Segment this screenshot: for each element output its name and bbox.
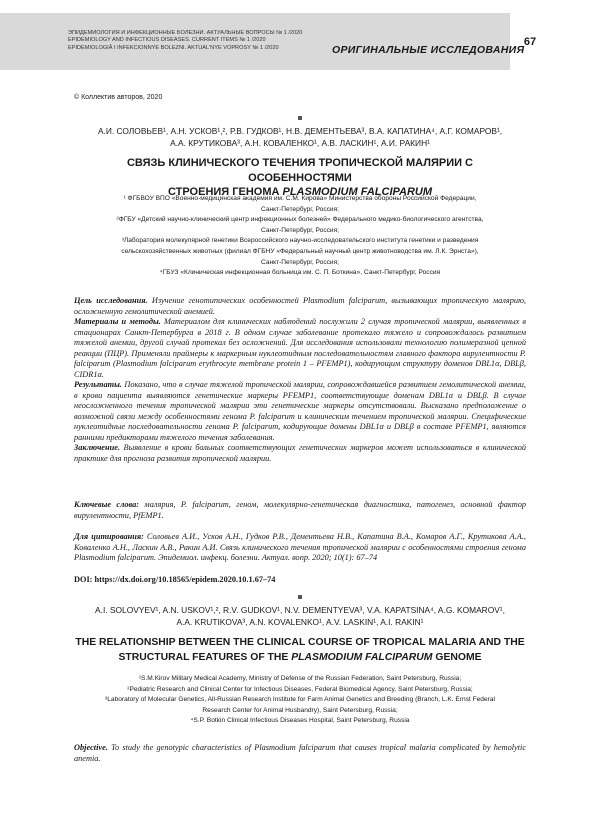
abstract-methods	[74, 317, 526, 380]
affiliations-en	[74, 674, 526, 727]
abstract-methods-text: Материалом для клинических наблюдений послужили 2 случая тропической малярии, выявленных в стационарах Санкт-Петербурга в 2018 г. В одном случае заболевание протекало тяжело и сопровождалось развитием тяжелой анемии, другой случай протекал без осложнений. Для исследования использовали технологию полимеразной цепной реакции (ПЦР). Применяли праймеры к маркерным нуклеотидным последовательностям главного фактора вирулентности P. falciparum (Plasmodium falciparum erythrocyte membrane protein 1 – PFEMP1), кодирующим структуру доменов DBL1α, DBLβ, CIDR1α.	[74, 317, 526, 379]
abstract-aim	[74, 296, 526, 317]
abstract-objective	[74, 743, 526, 764]
title-en-line: THE RELATIONSHIP BETWEEN THE CLINICAL COURSE OF TROPICAL MALARIA AND THE	[75, 637, 525, 648]
separator-mark	[298, 595, 302, 599]
authors-ru-line: А.А. КРУТИКОВА³, А.Н. КОВАЛЕНКО¹, А.В. ЛАСКИН¹, А.И. РАКИН¹	[170, 138, 430, 148]
title-ru-text: СТРОЕНИЯ ГЕНОМА	[167, 186, 283, 198]
copyright-notice: © Коллектив авторов, 2020	[74, 94, 163, 101]
title-ru-line: СВЯЗЬ КЛИНИЧЕСКОГО ТЕЧЕНИЯ ТРОПИЧЕСКОЙ МАЛЯРИИ С ОСОБЕННОСТЯМИ	[126, 157, 474, 184]
keywords-paragraph	[74, 500, 526, 521]
affiliation-line: ¹S.M.Kirov Military Medical Academy, Ministry of Defense of the Russian Federation, Saint Petersburg, Russia;	[138, 675, 462, 682]
affiliation-line: Санкт-Петербург, Россия;	[260, 258, 340, 266]
affiliation-line: Research Center for Animal Husbandry), Saint Petersburg, Russia;	[202, 706, 398, 714]
affiliation-line: ²ФГБУ «Детский научно-клинический центр инфекционных болезней» Федерального медико-биологического агентства,	[116, 216, 484, 224]
journal-name-en: EPIDEMIOLOGY AND INFECTIOUS DISEASES. CURRENT ITEMS № 1 /2020	[68, 37, 266, 44]
abstract-conclusion-text: Выявление в крови больных соответствующих генетических маркеров может использоваться в клинической практике для прогноза развития тропической малярии.	[74, 443, 526, 463]
keywords-label: Ключевые слова:	[74, 500, 140, 509]
title-en-line	[74, 651, 526, 666]
affiliation-line: ⁴ГБУЗ «Клиническая инфекционная больница им. С. П. Боткина», Санкт-Петербург, Россия	[159, 269, 441, 277]
article-title-ru	[74, 156, 526, 200]
citation-text: Соловьев А.И., Усков А.Н., Гудков Р.В., Дементьева Н.В., Капатина В.А., Комаров А.Г., Крутикова А.А., Коваленко А.Н., Ласкин А.В., Ракин А.И. Связь клинического течения тропической малярии с особенностями строения генома Plasmodium falciparum. Эпидемиол. инфекц. болезни. Актуал. вопр. 2020; 10(1): 67–74	[74, 532, 526, 562]
keywords-text: малярия, P. falciparum, геном, молекулярно-генетическая диагностика, патогенез, основной фактор вирулентности, PfEMP1.	[74, 500, 526, 520]
objective-label: Objective.	[74, 743, 108, 752]
authors-en	[74, 604, 526, 628]
separator-mark	[298, 116, 302, 120]
affiliations-ru	[74, 194, 526, 279]
abstract-methods-label: Материалы и методы.	[74, 317, 161, 326]
journal-name-block	[68, 30, 302, 52]
affiliation-line: ³Laboratory of Molecular Genetics, All-Russian Research Institute for Farm Animal Genetics and Breeding (Branch, L.K. Ernst Federal	[105, 696, 495, 704]
authors-en-line: A.I. SOLOVYEV¹, A.N. USKOV¹,², R.V. GUDKOV¹, N.V. DEMENTYEVA³, V.A. KAPATSINA⁴, A.G. KOMAROV¹,	[95, 605, 505, 615]
title-en-text: GENOME	[432, 651, 482, 663]
citation-label: Для цитирования:	[74, 532, 144, 541]
abstract-aim-label: Цель исследования.	[74, 296, 148, 305]
section-title: ОРИГИНАЛЬНЫЕ ИССЛЕДОВАНИЯ	[332, 44, 525, 56]
authors-ru-line: А.И. СОЛОВЬЕВ¹, А.Н. УСКОВ¹,², Р.В. ГУДКОВ¹, Н.В. ДЕМЕНТЬЕВА³, В.А. КАПАТИНА⁴, А.Г. КОМАРОВ¹,	[97, 126, 503, 136]
journal-header	[0, 0, 600, 70]
affiliation-line: ³Лаборатория молекулярной генетики Всероссийского научно-исследовательского института генетики и разведения	[121, 237, 479, 245]
affiliation-line: ¹ ФГБВОУ ВПО «Военно-медицинская академия им. С.М. Кирова» Министерства обороны Российской Федерации,	[123, 195, 477, 202]
citation-paragraph	[74, 532, 526, 564]
title-en-text: STRUCTURAL FEATURES OF THE	[118, 651, 292, 663]
objective-text: To study the genotypic characteristics of Plasmodium falciparum that causes tropical malaria complicated by hemolytic anemia.	[74, 743, 526, 763]
abstract-conclusion-label: Заключение.	[74, 443, 120, 452]
affiliation-line: ⁴S.P. Botkin Clinical Infectious Diseases Hospital, Saint Petersburg, Russia	[190, 717, 410, 725]
title-en-species: PLASMODIUM FALCIPARUM	[291, 651, 433, 663]
page-number: 67	[523, 35, 537, 48]
citation-ru	[74, 532, 526, 564]
journal-name-translit: EPIDEMIOLOGIÂ I INFEKCIONNYE BOLEZNI. AKTUAL'NYE VOPROSY № 1 /2020	[68, 44, 279, 51]
abstract-aim-text: Изучение генотипических особенностей Plasmodium falciparum, вызывающих тропическую малярию, осложненную гемолитической анемией.	[74, 296, 526, 316]
abstract-ru	[74, 296, 526, 464]
article-title-en	[74, 636, 526, 665]
abstract-results	[74, 380, 526, 443]
abstract-results-text: Показано, что в случае тяжелой тропической малярии, сопровождавшейся развитием гемолитической анемии, в крови пациента выявляются генетические маркеры PFEMP1, соответствующие доменам DBL1α и DBLβ. В случае неосложненного течения тропической малярии эти генетические маркеры отсутствовали. Высказано предположение о возможной связи между особенностями генома P. falciparum и клиническим течением тропической малярии. Специфические нуклеотидные последовательности генома P. falciparum, кодирующие домены DBL1α и DBLβ в составе PFEMP1, являются ранними предикторами тяжелого течения заболевания.	[74, 380, 526, 442]
title-ru-species: PLASMODIUM FALCIPARUM	[282, 186, 433, 198]
doi: DOI: https://dx.doi.org/10.18565/epidem.2020.10.1.67–74	[74, 575, 276, 584]
authors-en-line: A.A. KRUTIKOVA³, A.N. KOVALENKO¹, A.V. LASKIN¹, A.I. RAKIN¹	[176, 617, 424, 627]
affiliation-line: Санкт-Петербург, Россия;	[260, 226, 340, 234]
affiliation-line: ²Pediatric Research and Clinical Center for Infectious Diseases, Federal Biomedical Agency, Saint Petersburg, Russia;	[127, 685, 473, 693]
abstract-en	[74, 743, 526, 764]
keywords-ru	[74, 500, 526, 521]
journal-name-ru: ЭПИДЕМИОЛОГИЯ И ИНФЕКЦИОННЫЕ БОЛЕЗНИ. АКТУАЛЬНЫЕ ВОПРОСЫ № 1 /2020	[68, 30, 303, 36]
abstract-results-label: Результаты.	[74, 380, 122, 389]
authors-ru	[74, 125, 526, 149]
affiliation-line: сельскохозяйственных животных (филиал ФГБНУ «Федеральный научный центр животноводства им. Л.К. Эрнста»),	[121, 247, 479, 255]
abstract-conclusion	[74, 443, 526, 464]
affiliation-line: Санкт-Петербург, Россия;	[260, 205, 340, 213]
